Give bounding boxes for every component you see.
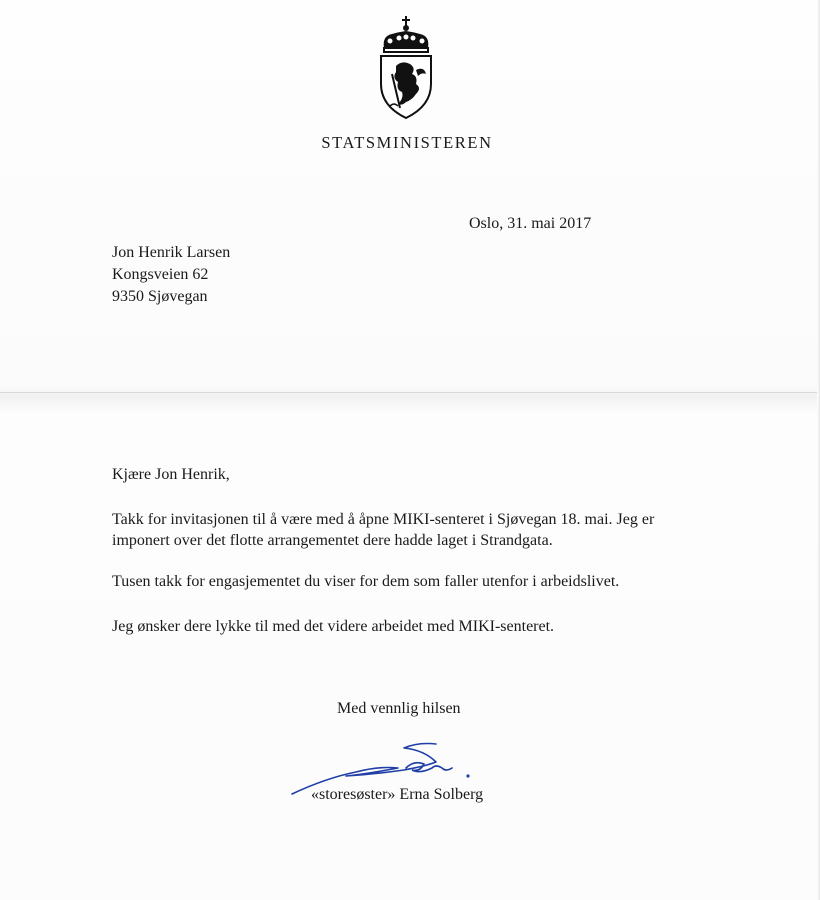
closing-phrase: Med vennlig hilsen — [337, 700, 461, 717]
recipient-city: 9350 Sjøvegan — [112, 288, 208, 305]
recipient-name: Jon Henrik Larsen — [112, 244, 231, 261]
body-paragraph-2 — [112, 571, 752, 592]
body-paragraph-1-line-2: imponert over det flotte arrangementet dere hadde laget i Strandgata. — [112, 532, 553, 549]
letterhead-title: STATSMINISTEREN — [321, 133, 493, 152]
body-paragraph-3 — [112, 616, 752, 637]
body-paragraph-2-line-1: Tusen takk for engasjementet du viser for dem som faller utenfor i arbeidslivet. — [112, 573, 620, 590]
letter-date: Oslo, 31. mai 2017 — [469, 215, 592, 232]
recipient-street: Kongsveien 62 — [112, 266, 209, 283]
body-paragraph-1-line-1: Takk for invitasjonen til å være med å åpne MIKI-senteret i Sjøvegan 18. mai. Jeg er — [112, 511, 655, 528]
paper-fold-line — [0, 392, 820, 393]
signer-name: «storesøster» Erna Solberg — [311, 786, 484, 803]
salutation: Kjære Jon Henrik, — [112, 466, 230, 483]
body-paragraph-3-line-1: Jeg ønsker dere lykke til med det videre arbeidet med MIKI-senteret. — [112, 618, 555, 635]
body-paragraph-1 — [112, 509, 752, 551]
recipient-address — [112, 242, 230, 308]
coat-of-arms-icon — [372, 14, 440, 124]
